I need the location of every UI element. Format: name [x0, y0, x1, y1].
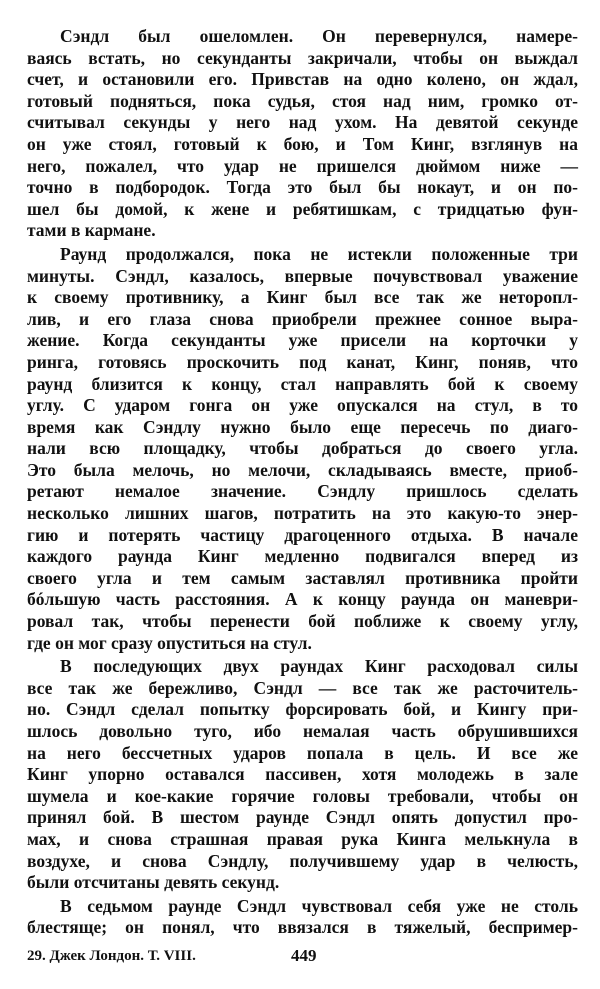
page-footer: [27, 948, 578, 968]
text-line: он уже стоял, готовый к бою, и Том Кинг, взглянув на: [27, 133, 578, 154]
text-line: счет, и остановили его. Привстав на одно колено, он ждал,: [27, 69, 578, 90]
text-line: к своему противнику, а Кинг был все так же неторопл-: [27, 287, 578, 308]
text-line: воздухе, и снова Сэндлу, получившему удар в челюсть,: [27, 850, 578, 871]
text-line: ровал так, чтобы перенести бой поближе к своему углу,: [27, 611, 578, 632]
text-line: него, пожалел, что удар не пришелся дюймом ниже —: [27, 155, 578, 176]
text-line: бóльшую часть расстояния. А к концу раунда он маневри-: [27, 589, 578, 610]
paragraph: [27, 244, 578, 654]
text-line: раунд близится к концу, стал направлять бой к своему: [27, 373, 578, 394]
text-line: жение. Когда секунданты уже присели на корточки у: [27, 330, 578, 351]
text-line: В седьмом раунде Сэндл чувствовал себя уже не столь: [60, 895, 578, 916]
text-line: блестяще; он понял, что ввязался в тяжелый, беспример-: [27, 917, 578, 938]
text-line: ринга, готовясь проскочить под канат, Кинг, поняв, что: [27, 351, 578, 372]
text-line: тами в кармане.: [27, 220, 156, 241]
text-line: лив, и его глаза снова приобрели прежнее сонное выра-: [27, 308, 578, 329]
text-line: Раунд продолжался, пока не истекли положенные три: [60, 243, 578, 264]
text-line: на него бессчетных ударов попала в цель. И все же: [27, 742, 578, 763]
text-line: В последующих двух раундах Кинг расходовал силы: [60, 656, 578, 677]
text-line: нали всю площадку, чтобы добраться до своего угла.: [27, 438, 578, 459]
text-line: гию и потерять частицу драгоценного отдыха. В начале: [27, 524, 578, 545]
text-line: считывал секунды у него над ухом. На девятой секунде: [27, 112, 578, 133]
text-line: где он мог сразу опуститься на стул.: [27, 632, 312, 653]
page-number: 449: [291, 946, 317, 965]
paragraph: [27, 26, 578, 242]
printer-signature: 29. Джек Лондон. Т. VIII.: [27, 948, 196, 964]
text-line: но. Сэндл сделал попытку форсировать бой, и Кингу при-: [27, 699, 578, 720]
text-line: своего угла и тем самым заставлял противника пройти: [27, 567, 578, 588]
text-line: шел бы домой, к жене и ребятишкам, с тридцатью фун-: [27, 198, 578, 219]
text-line: углу. С ударом гонга он уже опускался на стул, в то: [27, 395, 578, 416]
text-line: ваясь встать, но секунданты закричали, чтобы он выждал: [27, 47, 578, 68]
text-line: были отсчитаны девять секунд.: [27, 872, 280, 893]
paragraph: [27, 656, 578, 894]
text-line: время как Сэндлу нужно было еще пересечь по диаго-: [27, 416, 578, 437]
text-line: мах, и снова страшная правая рука Кинга мелькнула в: [27, 828, 578, 849]
text-line: минуты. Сэндл, казалось, впервые почувствовал уважение: [27, 265, 578, 286]
text-line: готовый подняться, пока судья, стоя над ним, громко от-: [27, 90, 578, 111]
text-line: каждого раунда Кинг медленно подвигался вперед из: [27, 546, 578, 567]
text-line: точно в подбородок. Тогда это был бы нокаут, и он по-: [27, 177, 578, 198]
text-line: шлось довольно туго, ибо немалая часть обрушившихся: [27, 721, 578, 741]
text-line: Кинг упорно оставался пассивен, хотя молодежь в зале: [27, 764, 578, 785]
text-line: Это была мелочь, но мелочи, складываясь вместе, приоб-: [27, 459, 578, 480]
page-body: [27, 26, 578, 941]
text-line: ретают немалое значение. Сэндлу пришлось сделать: [27, 481, 578, 502]
paragraph: [27, 896, 578, 939]
text-line: все так же бережливо, Сэндл — все так же расточитель-: [27, 677, 578, 698]
text-line: шумела и кое-какие горячие головы требовали, чтобы он: [27, 785, 578, 806]
text-line: Сэндл был ошеломлен. Он перевернулся, намере-: [60, 26, 578, 46]
text-line: несколько лишних шагов, потратить на это какую-то энер-: [27, 503, 578, 524]
text-line: принял бой. В шестом раунде Сэндл опять допустил про-: [27, 807, 578, 828]
